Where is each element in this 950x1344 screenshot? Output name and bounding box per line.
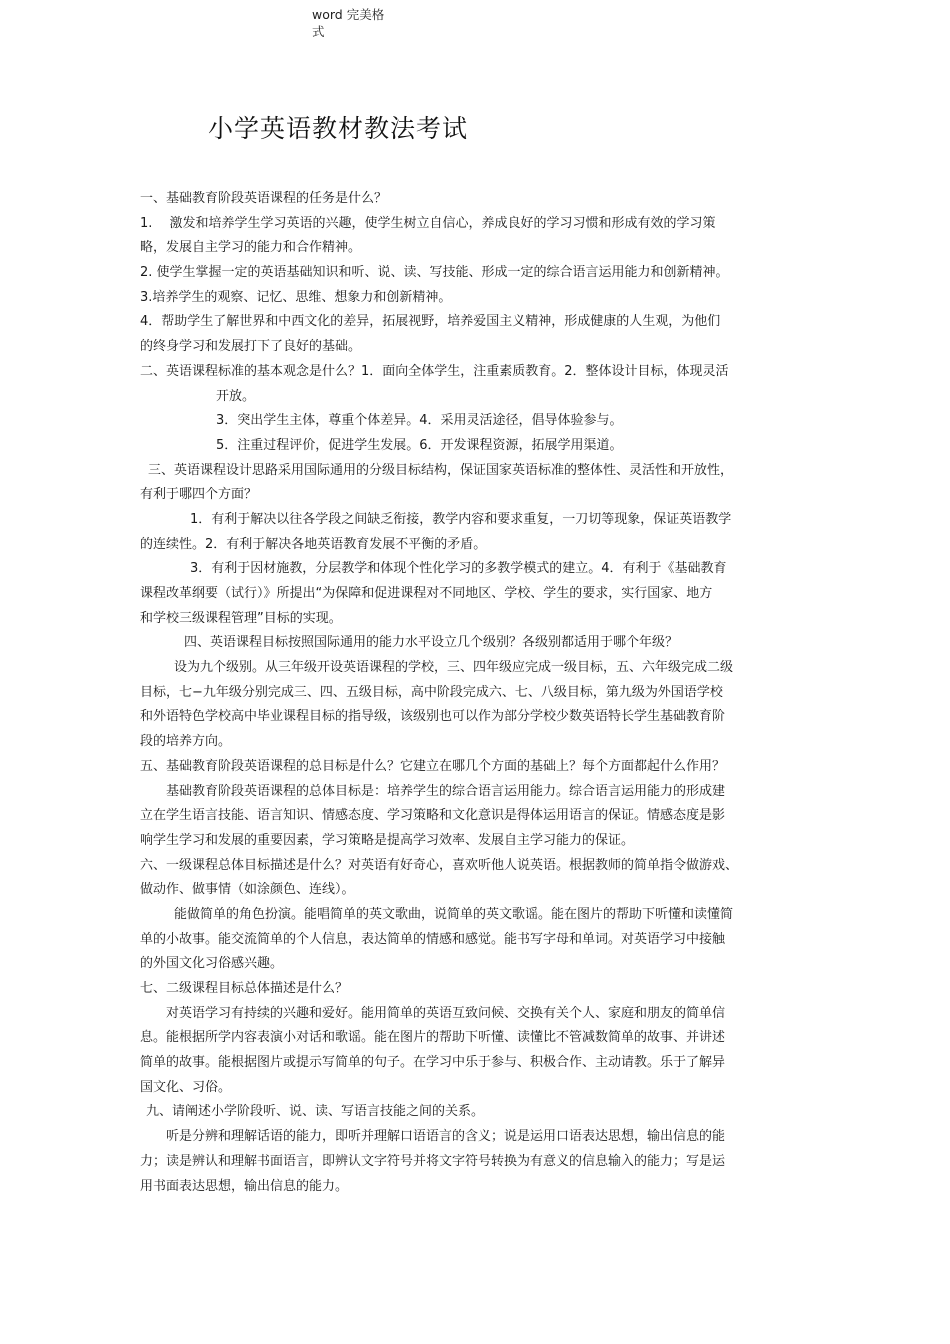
header-note [312, 6, 402, 40]
text-line: 五、基础教育阶段英语课程的总目标是什么？它建立在哪几个方面的基础上？每个方面都起什么作用？ [140, 758, 726, 774]
text-line: 对英语学习有持续的兴趣和爱好。能用简单的英语互致问候、交换有关个人、家庭和朋友的简单信 [166, 1005, 726, 1021]
text-line: 七、二级课程目标总体描述是什么？ [140, 981, 349, 996]
text-line: 六、一级课程总体目标描述是什么？对英语有好奇心，喜欢听他人说英语。根据教师的简单指令做游戏、 [140, 857, 739, 873]
text-line: 基础教育阶段英语课程的总体目标是：培养学生的综合语言运用能力。综合语言运用能力的形成建 [166, 783, 726, 799]
header-note-line-2: 式 [312, 24, 325, 39]
text-line: 做动作、做事情（如涂颜色、连线）。 [140, 882, 355, 898]
text-line: 5．注重过程评价，促进学生发展。6．开发课程资源，拓展学用渠道。 [216, 437, 623, 453]
text-line: 用书面表达思想，输出信息的能力。 [140, 1178, 349, 1194]
document-title: 小学英语教材教法考试 [208, 114, 469, 143]
document-body [140, 187, 822, 1199]
text-line: 国文化、习俗。 [140, 1079, 232, 1095]
text-line: 设为九个级别。从三年级开设英语课程的学校，三、四年级应完成一级目标，五、六年级完成二级 [174, 660, 734, 676]
text-line: 开放。 [216, 388, 256, 404]
text-line: 课程改革纲要（试行）》所提出“为保障和促进课程对不同地区、学校、学生的要求，实行国家、地方 [140, 586, 713, 601]
text-line: 有利于哪四个方面？ [140, 487, 258, 503]
text-line: 三、英语课程设计思路采用国际通用的分级目标结构，保证国家英语标准的整体性、灵活性和开放性， [148, 462, 734, 478]
text-line: 能做简单的角色扮演。能唱简单的英文歌曲，说简单的英文歌谣。能在图片的帮助下听懂和读懂简 [174, 906, 734, 922]
text-line: 2. 使学生掌握一定的英语基础知识和听、说、读、写技能、形成一定的综合语言运用能力和创新精神。 [140, 265, 729, 281]
text-line: 3．突出学生主体，尊重个体差异。4．采用灵活途径，倡导体验参与。 [216, 413, 623, 429]
text-line: 段的培养方向。 [140, 734, 232, 750]
header-note-line-1: word 完美格 [312, 7, 385, 22]
text-line: 目标，七−九年级分别完成三、四、五级目标，高中阶段完成六、七、八级目标，第九级为外国语学校 [140, 684, 723, 700]
text-line: 和学校三级课程管理”目标的实现。 [140, 610, 342, 626]
text-line: 的外国文化习俗感兴趣。 [140, 956, 284, 972]
text-line: 的连续性。2．有利于解决各地英语教育发展不平衡的矛盾。 [140, 536, 487, 552]
text-line: 单的小故事。能交流简单的个人信息，表达简单的情感和感觉。能书写字母和单词。对英语学习中接触 [140, 931, 726, 947]
text-line: 一、基础教育阶段英语课程的任务是什么？ [140, 191, 388, 206]
text-line: 的终身学习和发展打下了良好的基础。 [140, 339, 362, 355]
text-line: 1. 激发和培养学生学习英语的兴趣，使学生树立自信心，养成良好的学习习惯和形成有效的学习策 [140, 215, 716, 231]
text-line: 息。能根据所学内容表演小对话和歌谣。能在图片的帮助下听懂、读懂比不管减数简单的故事、并讲述 [140, 1030, 726, 1046]
text-line: 四、英语课程目标按照国际通用的能力水平设立几个级别？各级别都适用于哪个年级？ [184, 635, 679, 651]
text-line: 1．有利于解决以往各学段之间缺乏衔接，教学内容和要求重复，一刀切等现象，保证英语教学 [190, 511, 732, 527]
text-line: 立在学生语言技能、语言知识、情感态度、学习策略和文化意识是得体运用语言的保证。情感态度是影 [140, 808, 726, 824]
text-line: 略，发展自主学习的能力和合作精神。 [140, 240, 362, 256]
text-line: 3.培养学生的观察、记忆、思维、想象力和创新精神。 [140, 289, 452, 305]
text-line: 简单的故事。能根据图片或提示写简单的句子。在学习中乐于参与、积极合作、主动请教。乐于了解异 [140, 1055, 726, 1071]
text-line: 力；读是辨认和理解书面语言，即辨认文字符号并将文字符号转换为有意义的信息输入的能力；写是运 [140, 1153, 726, 1169]
text-line: 3．有利于因材施教，分层教学和体现个性化学习的多教学模式的建立。4．有利于《基础教育 [190, 561, 727, 577]
text-line: 4．帮助学生了解世界和中西文化的差异，拓展视野，培养爱国主义精神，形成健康的人生观，为他们 [140, 314, 721, 330]
text-line: 二、英语课程标准的基本观念是什么？1．面向全体学生，注重素质教育。2．整体设计目标，体现灵活 [140, 363, 729, 379]
text-line: 和外语特色学校高中毕业课程目标的指导级，该级别也可以作为部分学校少数英语特长学生基础教育阶 [140, 709, 726, 725]
text-line: 听是分辨和理解话语的能力，即听并理解口语语言的含义；说是运用口语表达思想，输出信息的能 [166, 1129, 726, 1145]
text-line: 响学生学习和发展的重要因素，学习策略是提高学习效率、发展自主学习能力的保证。 [140, 832, 635, 848]
text-line: 九、请阐述小学阶段听、说、读、写语言技能之间的关系。 [146, 1104, 485, 1120]
